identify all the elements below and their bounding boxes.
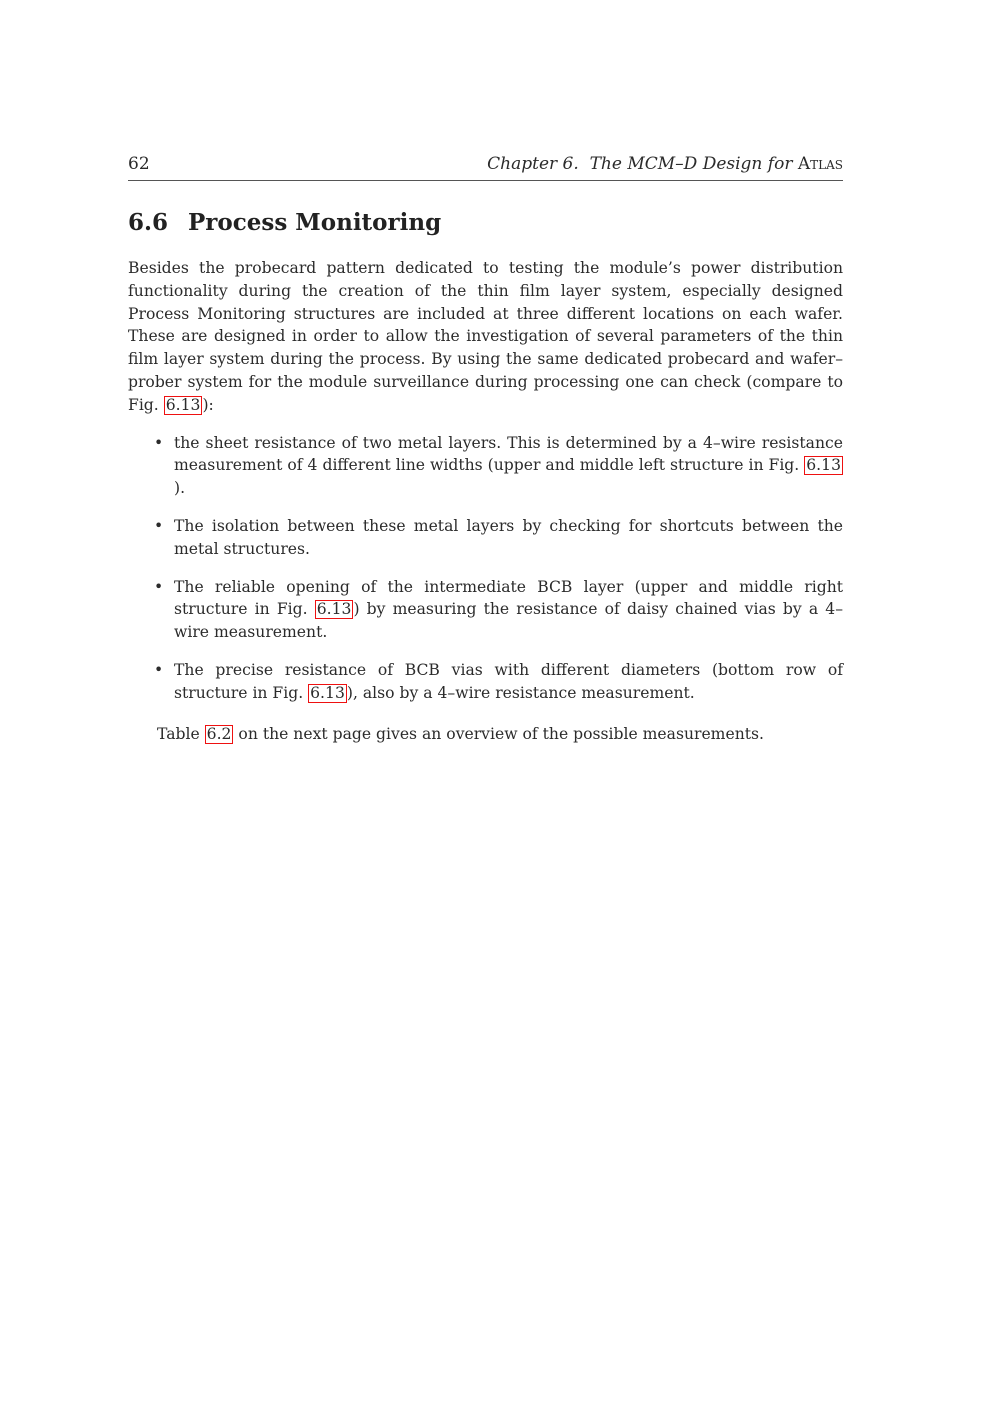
intro-text: Besides the probecard pattern dedicated to testing the module’s power distribution functionality during the creation of the thin film layer system, especially designed Process Monitoring structures are included at three different locations on each wafer. These are designed in order to allow the investigation of several parameters of the thin film layer system during the process. By using the same dedicated probecard and wafer–prober system for the module surveillance during processing one can check (compare to Fig.	[128, 259, 843, 414]
figure-reference-link[interactable]: 6.13	[310, 683, 345, 702]
chapter-title-smallcaps: Atlas	[797, 154, 843, 174]
closing-paragraph	[157, 723, 843, 746]
bullet-icon: •	[154, 433, 164, 452]
list-item	[128, 576, 843, 644]
page-content	[128, 152, 843, 745]
closing-text-end: on the next page gives an overview of the possible measurements.	[233, 724, 764, 743]
page-number: 62	[128, 154, 150, 174]
chapter-label: Chapter 6.	[487, 154, 579, 174]
list-item	[128, 659, 843, 705]
list-item-text-end: ), also by a 4–wire resistance measurement.	[346, 683, 695, 702]
bullet-icon: •	[154, 577, 164, 596]
list-item	[128, 515, 843, 561]
bullet-icon: •	[154, 660, 164, 679]
list-item-text-end: ) by measuring the resistance of daisy chained vias by a 4–wire measurement.	[174, 600, 843, 642]
figure-reference-link[interactable]: 6.13	[316, 600, 352, 619]
running-header	[128, 152, 843, 181]
intro-text-end: ):	[202, 395, 214, 414]
list-item	[128, 432, 843, 500]
section-number: 6.6	[128, 209, 169, 236]
section-title: Process Monitoring	[188, 209, 442, 236]
bullet-icon: •	[154, 516, 164, 535]
list-item-text: The isolation between these metal layers by checking for shortcuts between the metal structures.	[174, 516, 843, 558]
closing-text: Table	[157, 724, 205, 743]
table-reference-link[interactable]: 6.2	[206, 724, 232, 743]
check-list	[128, 432, 843, 705]
list-item-text: The precise resistance of BCB vias with different diameters (bottom row of structure in Fig.	[174, 660, 843, 702]
list-item-text: The reliable opening of the intermediate BCB layer (upper and middle right structure in Fig.	[174, 577, 843, 619]
chapter-title: The MCM–D Design for	[589, 154, 793, 174]
chapter-heading	[487, 152, 843, 176]
list-item-text-end: ).	[174, 479, 186, 498]
section-heading	[128, 207, 843, 239]
list-item-text: the sheet resistance of two metal layers. This is determined by a 4–wire resistance measurement of 4 different line widths (upper and middle left structure in Fig.	[174, 433, 843, 475]
figure-reference-link[interactable]: 6.13	[806, 456, 841, 475]
figure-reference-link[interactable]: 6.13	[165, 395, 201, 414]
intro-paragraph	[128, 257, 843, 417]
